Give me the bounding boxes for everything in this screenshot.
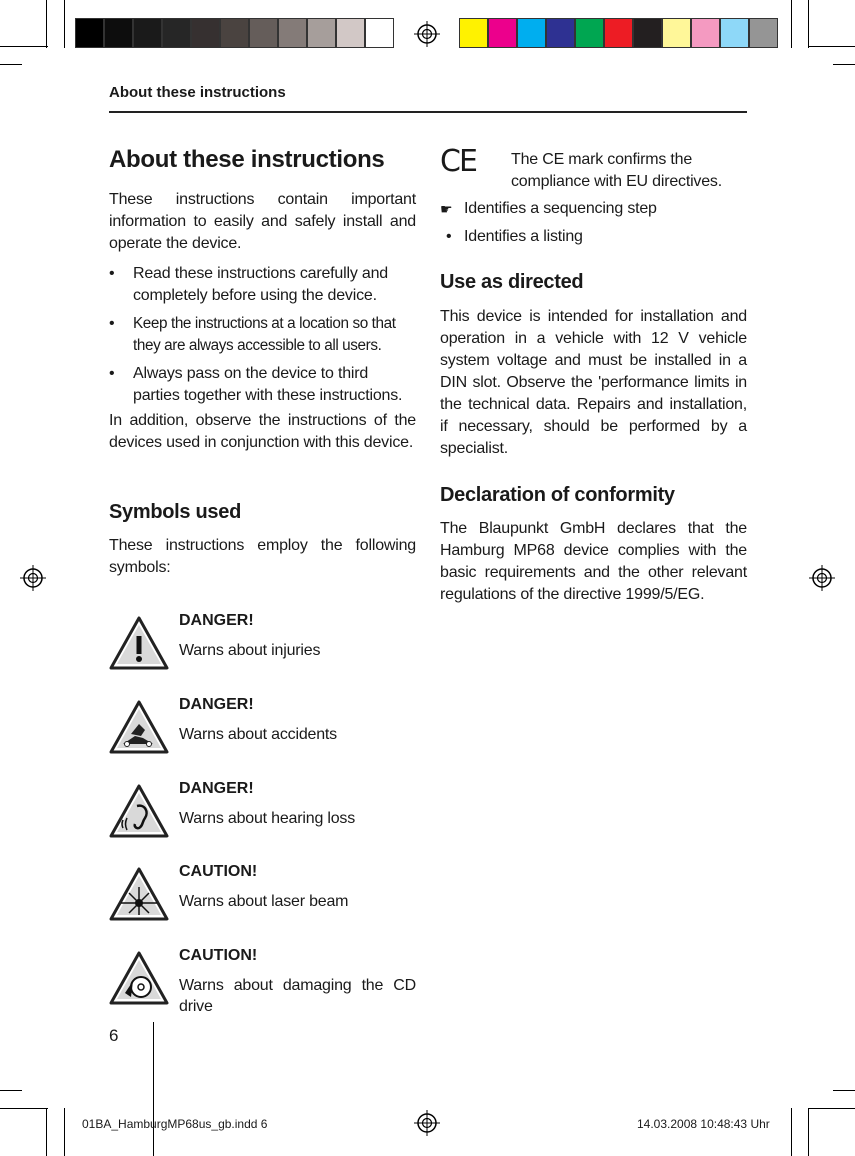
list-item: • Keep the instructions at a location so that they are always accessible to all users. [109, 315, 396, 354]
ce-mark-icon: CE [440, 144, 476, 179]
gray-swatch [75, 18, 104, 48]
symbol-entry-cd: CAUTION! Warns about damaging the CD drive [109, 947, 416, 1017]
gray-swatch [336, 18, 365, 48]
color-swatch [575, 18, 604, 48]
declaration-heading: Declaration of conformity [440, 484, 675, 506]
cd-triangle-icon [109, 951, 169, 1005]
list-item: • Always pass on the device to third parties together with these instructions. [109, 365, 403, 404]
symbols-heading: Symbols used [109, 501, 241, 523]
symbols-intro: These instructions employ the following symbols: [109, 537, 416, 576]
list-item: ☛ Identifies a sequencing step [440, 198, 747, 220]
page-title: About these instructions [109, 146, 385, 173]
footer-filename: 01BA_HamburgMP68us_gb.indd 6 [82, 1117, 268, 1131]
use-heading: Use as directed [440, 271, 584, 293]
use-paragraph: This device is intended for installation and operation in a vehicle with 12 V vehicle system voltage and must be installed in a DIN slot. Observe the 'performance limits in the technical data. Repairs and installation, if necessary, should be performed by a specialist. [440, 308, 747, 457]
intro-paragraph: These instructions contain important information to easily and safely install and operate the device. [109, 191, 416, 252]
color-swatch [517, 18, 546, 48]
gray-swatch [278, 18, 307, 48]
registration-mark-icon [414, 21, 440, 47]
color-swatch [459, 18, 488, 48]
color-swatch [749, 18, 778, 48]
list-item: • Read these instructions carefully and completely before using the device. [109, 265, 388, 304]
color-swatch [633, 18, 662, 48]
symbol-entry-laser: CAUTION! Warns about laser beam [109, 863, 416, 923]
pointing-hand-icon: ☛ [440, 201, 453, 217]
registration-mark-icon [809, 565, 835, 591]
exclamation-triangle-icon [109, 616, 169, 670]
color-swatch [662, 18, 691, 48]
color-swatch [546, 18, 575, 48]
list-item: • Identifies a listing [446, 228, 583, 245]
gray-swatch [249, 18, 278, 48]
gray-swatch [104, 18, 133, 48]
gray-swatch [365, 18, 394, 48]
gray-swatch [162, 18, 191, 48]
color-swatch [604, 18, 633, 48]
color-swatch [720, 18, 749, 48]
page-number: 6 [109, 1026, 119, 1045]
gray-swatch [220, 18, 249, 48]
registration-mark-icon [414, 1110, 440, 1136]
symbol-entry-injuries: DANGER! Warns about injuries [109, 612, 416, 672]
footer-timestamp: 14.03.2008 10:48:43 Uhr [637, 1117, 770, 1131]
color-swatch [488, 18, 517, 48]
header-rule [109, 111, 747, 113]
laser-triangle-icon [109, 867, 169, 921]
addition-paragraph: In addition, observe the instructions of the devices used in conjunction with this device. [109, 412, 416, 451]
gray-swatch [133, 18, 162, 48]
symbol-entry-accidents: DANGER! Warns about accidents [109, 696, 416, 756]
accident-triangle-icon [109, 700, 169, 754]
color-swatch [691, 18, 720, 48]
declaration-paragraph: The Blaupunkt GmbH declares that the Hamburg MP68 device complies with the basic requirements and the other relevant regulations of the directive 1999/5/EG. [440, 520, 747, 603]
registration-mark-icon [20, 565, 46, 591]
running-header: About these instructions [109, 84, 286, 101]
gray-swatch [307, 18, 336, 48]
ear-triangle-icon [109, 784, 169, 838]
gray-swatch [191, 18, 220, 48]
ce-description: The CE mark confirms the compliance with EU directives. [511, 151, 722, 190]
symbol-entry-hearing: DANGER! Warns about hearing loss [109, 780, 416, 840]
